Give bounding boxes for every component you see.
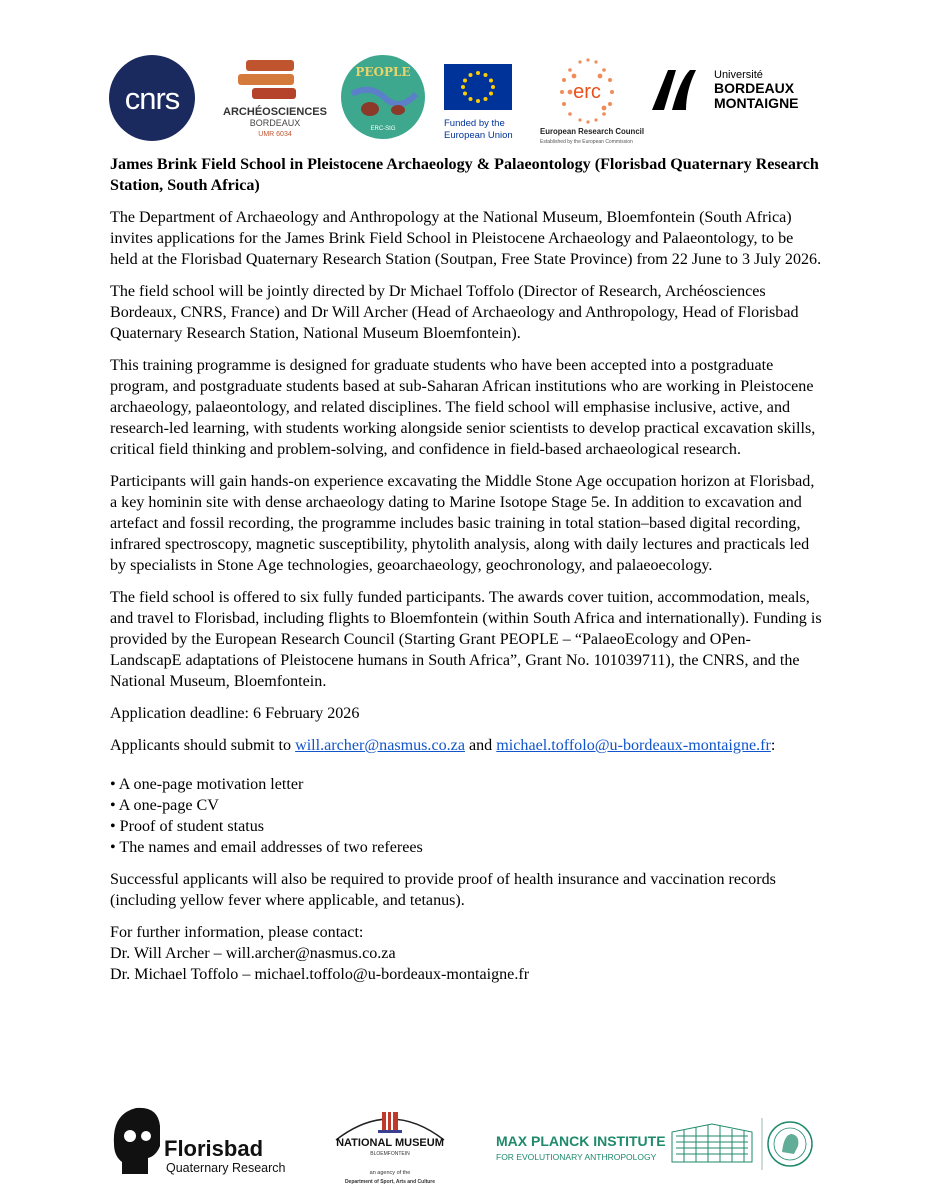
footer-logos (100, 1100, 830, 1192)
paragraph-directors: The field school will be jointly directed by Dr Michael Toffolo (Director of Research, Archéosciences Bordeaux, CNRS, France) and Dr Will Archer (Head of Archaeology and Anthropology, Head of Florisbad Quaternary Research Station, National Museum Bloemfontein). (110, 283, 799, 342)
submit-prefix: Applicants should submit to (110, 737, 296, 754)
paragraph-intro: The Department of Archaeology and Anthropology at the National Museum, Bloemfontein (South Africa) invites applications for the James Brink Field School in Pleistocene Archaeology and Palaeontology, to be held at the Florisbad Quaternary Research Station (Soutpan, Free State Province) from 22 June to 3 July 2026. (110, 209, 822, 268)
application-deadline: Application deadline: 6 February 2026 (110, 705, 360, 722)
ubm-line2: BORDEAUX (714, 80, 795, 96)
archeosciences-umr: UMR 6034 (258, 131, 292, 138)
submit-instructions (110, 735, 822, 756)
mpi-building-icon (672, 1124, 752, 1162)
people-logo (340, 54, 426, 140)
museum-name: NATIONAL MUSEUM (336, 1137, 444, 1149)
florisbad-sub: Quaternary Research (166, 1161, 286, 1175)
erc-logo (540, 52, 644, 148)
cnrs-logo (108, 54, 196, 142)
contact-toffolo: Dr. Michael Toffolo – michael.toffolo@u-bordeaux-montaigne.fr (110, 966, 530, 983)
paragraph-funding: The field school is offered to six fully funded participants. The awards cover tuition, accommodation, meals, and travel to Florisbad, including flights to Bloemfontein (within South Africa and internationally). Funding is provided by the European Research Council (Starting Grant PEOPLE – “PalaeoEcology and OPen-LandscapE adaptations of Pleistocene humans in South Africa”, Grant No. 101039711), the CNRS, and the National Museum, Bloemfontein. (110, 589, 822, 690)
eu-funded-logo (444, 64, 524, 144)
document-title: James Brink Field School in Pleistocene Archaeology & Palaeontology (Florisbad Quaternary Research Station, South Africa) (110, 156, 819, 194)
ubm-logo (650, 62, 822, 122)
email-link-archer[interactable]: will.archer@nasmus.co.za (295, 737, 465, 754)
florisbad-name: Florisbad (164, 1136, 264, 1161)
archeosciences-logo (216, 58, 334, 142)
people-name: PEOPLE (355, 65, 411, 79)
florisbad-logo (108, 1104, 292, 1180)
museum-city: BLOEMFONTEIN (370, 1151, 410, 1157)
national-museum-logo (328, 1100, 452, 1192)
submit-joiner: and (464, 737, 497, 754)
museum-agency: an agency of the (369, 1170, 411, 1176)
requirements-list (110, 774, 822, 858)
archeosciences-sub: BORDEAUX (249, 118, 301, 128)
contact-archer: Dr. Will Archer – will.archer@nasmus.co.za (110, 945, 396, 962)
document-body (110, 154, 822, 985)
submit-suffix: : (770, 737, 776, 754)
mpi-line2: FOR EVOLUTIONARY ANTHROPOLOGY (496, 1152, 657, 1162)
paragraph-experience: Participants will gain hands-on experience excavating the Middle Stone Age occupation horizon at Florisbad, a key hominin site with dense archaeology dating to Marine Isotope Stage 5e. In addition to excavation and artefact and fossil recording, the programme includes basic training in total station–based digital recording, infrared spectroscopy, magnetic susceptibility, phytolith analysis, along with daily lectures and practicals led by specialists in Stone Age technologies, geoarchaeology, geochronology, and palaeoecology. (110, 473, 815, 574)
eu-line1: Funded by the (444, 118, 505, 129)
list-item: • The names and email addresses of two referees (110, 839, 423, 856)
museum-dept: Department of Sport, Arts and Culture (344, 1179, 436, 1185)
ubm-line1: Université (714, 69, 763, 81)
archeosciences-name: ARCHÉOSCIENCES (223, 106, 327, 118)
email-link-toffolo[interactable]: michael.toffolo@u-bordeaux-montaigne.fr (496, 737, 771, 754)
paragraph-health: Successful applicants will also be required to provide proof of health insurance and vaccination records (including yellow fever where applicable, and tetanus). (110, 871, 776, 909)
list-item: • A one-page CV (110, 797, 219, 814)
list-item: • Proof of student status (110, 818, 265, 835)
erc-sub: Established by the European Commission (540, 139, 633, 145)
people-sub: ERC-StG (370, 126, 396, 132)
mpi-line1: MAX PLANCK INSTITUTE (496, 1133, 666, 1149)
contact-block (110, 922, 822, 985)
header-logos (108, 52, 824, 148)
cnrs-logo-text: cnrs (124, 81, 180, 116)
erc-mark: erc (573, 81, 601, 103)
paragraph-programme: This training programme is designed for graduate students who have been accepted into a postgraduate program, and postgraduate students based at sub-Saharan African institutions who are working in Pleistocene archaeology, palaeontology, and related disciplines. The field school will emphasise inclusive, active, and research-led learning, with students working alongside senior scientists to develop practical excavation skills, critical field thinking and problem-solving, and confidence in field-based archaeological research. (110, 357, 816, 458)
erc-name: European Research Council (540, 127, 644, 136)
contact-intro: For further information, please contact: (110, 924, 364, 941)
eu-line2: European Union (444, 130, 513, 141)
mpi-logo (490, 1108, 820, 1178)
ubm-line3: MONTAIGNE (714, 95, 799, 111)
list-item: • A one-page motivation letter (110, 776, 304, 793)
